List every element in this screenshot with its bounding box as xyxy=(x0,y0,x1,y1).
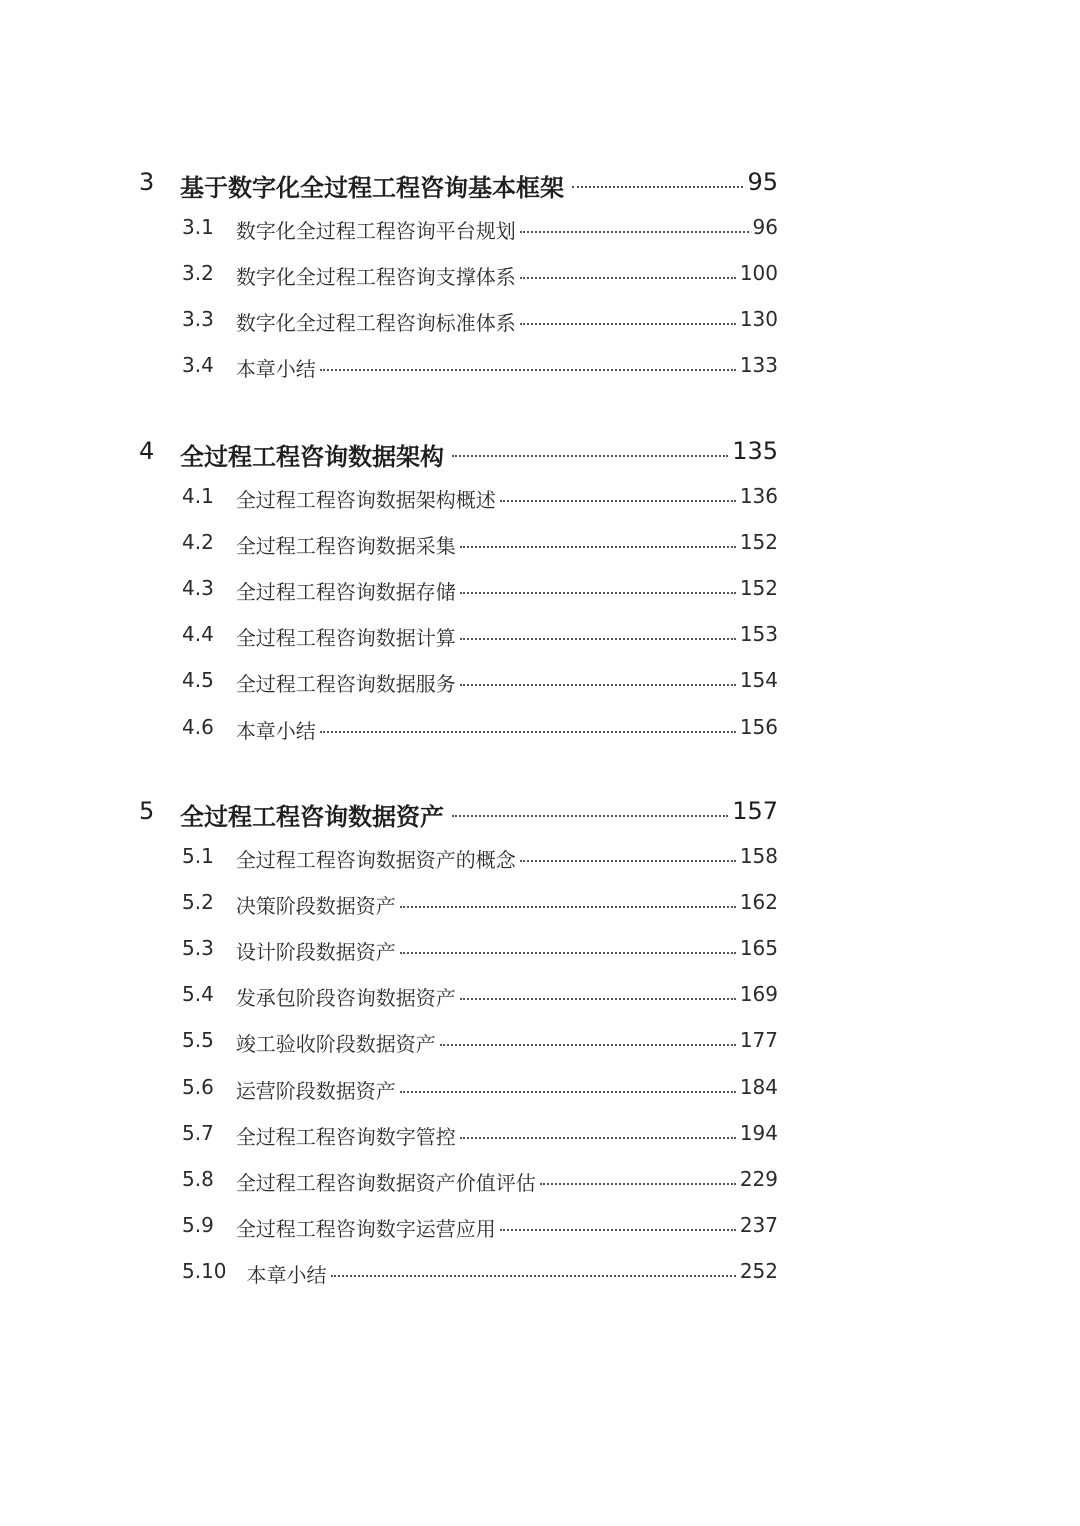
dot-leader xyxy=(572,186,743,188)
section-title: 全过程工程咨询数字运营应用 xyxy=(235,1216,496,1241)
section-page-number: 133 xyxy=(739,353,778,378)
section-page-number: 229 xyxy=(739,1166,778,1191)
section-page-number: 177 xyxy=(739,1028,778,1053)
section-title: 全过程工程咨询数据计算 xyxy=(235,626,456,651)
toc-section-entry[interactable] xyxy=(0,936,1080,966)
section-page-number: 152 xyxy=(739,530,778,555)
section-page-number: 237 xyxy=(739,1212,778,1237)
toc-section-entry[interactable] xyxy=(0,844,1080,874)
section-number: 5.6 xyxy=(182,1074,214,1099)
toc-section-entry[interactable] xyxy=(0,715,1080,745)
section-number: 5.3 xyxy=(182,936,214,961)
dot-leader xyxy=(520,277,736,279)
dot-leader xyxy=(520,860,736,862)
toc-chapter-entry[interactable] xyxy=(0,168,1080,200)
section-page-number: 136 xyxy=(739,484,778,508)
dot-leader xyxy=(452,815,728,817)
toc-section-entry[interactable] xyxy=(0,307,1080,337)
dot-leader xyxy=(320,731,736,733)
dot-leader xyxy=(460,1137,736,1139)
section-number: 5.9 xyxy=(182,1212,214,1237)
toc-section-entry[interactable] xyxy=(0,1075,1080,1105)
toc-section-entry[interactable] xyxy=(0,353,1080,383)
section-title: 数字化全过程工程咨询标准体系 xyxy=(235,311,516,336)
section-title: 决策阶段数据资产 xyxy=(235,894,396,919)
chapter-title: 全过程工程咨询数据资产 xyxy=(180,803,444,831)
chapter-title: 基于数字化全过程工程咨询基本框架 xyxy=(180,174,564,202)
toc-section-entry[interactable] xyxy=(0,1028,1080,1058)
dot-leader xyxy=(460,592,736,594)
toc-chapter-entry[interactable] xyxy=(0,437,1080,469)
section-page-number: 156 xyxy=(739,714,778,739)
section-title: 全过程工程咨询数据架构概述 xyxy=(235,488,496,512)
section-title: 全过程工程咨询数据资产价值评估 xyxy=(235,1170,536,1195)
section-title: 发承包阶段咨询数据资产 xyxy=(235,986,456,1011)
section-title: 数字化全过程工程咨询支撑体系 xyxy=(235,265,516,290)
section-title: 运营阶段数据资产 xyxy=(235,1078,396,1103)
section-title: 本章小结 xyxy=(235,718,316,743)
chapter-title: 全过程工程咨询数据架构 xyxy=(180,443,444,471)
section-number: 4.1 xyxy=(182,484,214,508)
section-page-number: 165 xyxy=(739,936,778,961)
chapter-number: 5 xyxy=(139,797,155,825)
section-title: 全过程工程咨询数据资产的概念 xyxy=(235,848,516,872)
section-number: 5.1 xyxy=(182,844,214,868)
section-number: 4.6 xyxy=(182,714,214,739)
section-page-number: 96 xyxy=(752,215,778,239)
dot-leader xyxy=(331,1275,736,1277)
dot-leader xyxy=(320,369,736,371)
section-number: 3.3 xyxy=(182,307,214,332)
section-number: 3.2 xyxy=(182,261,214,286)
dot-leader xyxy=(452,455,728,457)
dot-leader xyxy=(400,1091,736,1093)
toc-section-entry[interactable] xyxy=(0,484,1080,514)
section-page-number: 194 xyxy=(739,1120,778,1145)
section-page-number: 153 xyxy=(739,622,778,647)
chapter-number: 4 xyxy=(139,437,155,465)
chapter-page-number: 135 xyxy=(732,437,778,465)
dot-leader xyxy=(540,1183,736,1185)
section-number: 4.3 xyxy=(182,576,214,601)
section-title: 本章小结 xyxy=(235,357,316,382)
dot-leader xyxy=(400,906,736,908)
section-title: 全过程工程咨询数字管控 xyxy=(235,1124,456,1149)
toc-section-entry[interactable] xyxy=(0,530,1080,560)
dot-leader xyxy=(500,500,736,502)
dot-leader xyxy=(520,231,749,233)
section-number: 5.4 xyxy=(182,982,214,1007)
toc-section-entry[interactable] xyxy=(0,890,1080,920)
section-title: 全过程工程咨询数据采集 xyxy=(235,534,456,559)
section-page-number: 162 xyxy=(739,890,778,915)
section-page-number: 130 xyxy=(739,307,778,332)
toc-section-entry[interactable] xyxy=(0,982,1080,1012)
section-title: 本章小结 xyxy=(246,1262,327,1287)
section-number: 4.2 xyxy=(182,530,214,555)
section-title: 数字化全过程工程咨询平台规划 xyxy=(235,219,516,243)
section-number: 3.4 xyxy=(182,353,214,378)
chapter-number: 3 xyxy=(139,168,155,196)
dot-leader xyxy=(500,1229,736,1231)
section-title: 设计阶段数据资产 xyxy=(235,940,396,965)
section-page-number: 158 xyxy=(739,844,778,868)
toc-section-entry[interactable] xyxy=(0,261,1080,291)
dot-leader xyxy=(440,1044,736,1046)
toc-section-entry[interactable] xyxy=(0,1259,1080,1289)
dot-leader xyxy=(460,684,736,686)
dot-leader xyxy=(460,638,736,640)
section-number: 3.1 xyxy=(182,215,214,239)
section-page-number: 252 xyxy=(739,1258,778,1283)
toc-section-entry[interactable] xyxy=(0,1121,1080,1151)
section-number: 5.2 xyxy=(182,890,214,915)
section-number: 4.4 xyxy=(182,622,214,647)
dot-leader xyxy=(400,952,736,954)
section-number: 5.7 xyxy=(182,1120,214,1145)
section-page-number: 152 xyxy=(739,576,778,601)
section-number: 5.10 xyxy=(182,1258,227,1283)
section-title: 全过程工程咨询数据存储 xyxy=(235,580,456,605)
toc-section-entry[interactable] xyxy=(0,1213,1080,1243)
chapter-page-number: 157 xyxy=(732,797,778,825)
toc-section-entry[interactable] xyxy=(0,576,1080,606)
dot-leader xyxy=(520,323,736,325)
toc-section-entry[interactable] xyxy=(0,215,1080,245)
toc-chapter-entry[interactable] xyxy=(0,797,1080,829)
section-title: 全过程工程咨询数据服务 xyxy=(235,672,456,697)
section-page-number: 169 xyxy=(739,982,778,1007)
section-page-number: 184 xyxy=(739,1074,778,1099)
toc-section-entry[interactable] xyxy=(0,622,1080,652)
chapter-page-number: 95 xyxy=(747,168,778,196)
dot-leader xyxy=(460,546,736,548)
section-number: 4.5 xyxy=(182,668,214,693)
toc-section-entry[interactable] xyxy=(0,668,1080,698)
section-page-number: 154 xyxy=(739,668,778,693)
section-number: 5.5 xyxy=(182,1028,214,1053)
section-page-number: 100 xyxy=(739,261,778,286)
toc-section-entry[interactable] xyxy=(0,1167,1080,1197)
section-number: 5.8 xyxy=(182,1166,214,1191)
dot-leader xyxy=(460,998,736,1000)
section-title: 竣工验收阶段数据资产 xyxy=(235,1032,436,1057)
